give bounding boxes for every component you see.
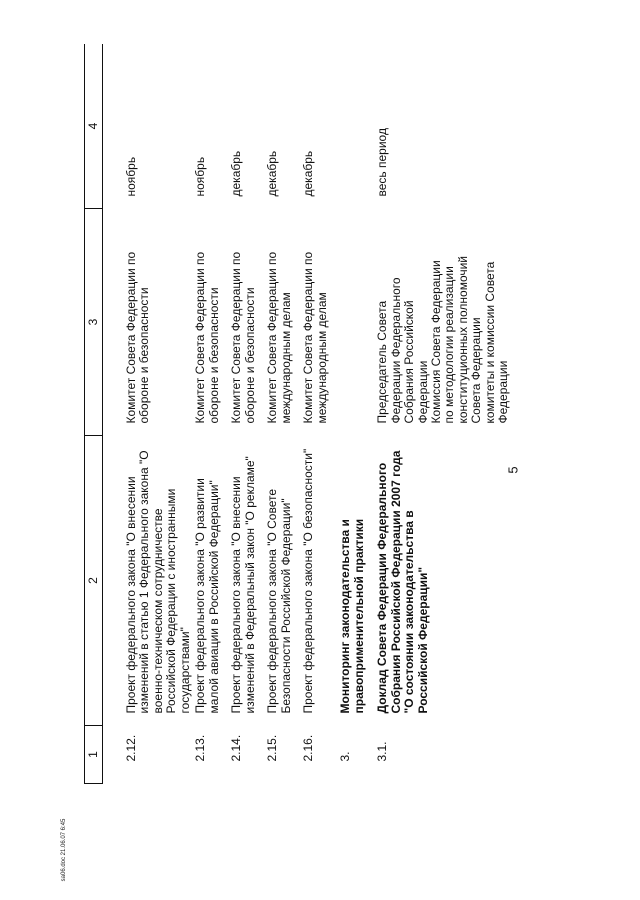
responsible-line: конституционных полномочий <box>455 255 470 424</box>
row-term: декабрь <box>229 150 244 197</box>
column-header-1: 1 <box>85 726 103 784</box>
responsible-line: Председатель Совета <box>375 300 390 424</box>
row-number: 2.12. <box>124 734 138 762</box>
section-row <box>333 44 370 784</box>
row-term: декабрь <box>301 150 316 197</box>
row-term <box>333 44 370 209</box>
responsible-line: Собрания Российской <box>402 300 417 424</box>
responsible-line: Федерации <box>496 360 511 424</box>
column-header-3: 3 <box>85 209 103 436</box>
row-responsible: Комитет Совета Федерации по международным делам <box>301 251 329 424</box>
row-responsible: Комитет Совета Федерации по обороне и безопасности <box>124 251 152 424</box>
column-header-4: 4 <box>85 44 103 209</box>
table-row <box>370 44 511 784</box>
document-sheet <box>84 44 596 784</box>
row-term: ноябрь <box>193 156 208 197</box>
row-title: Проект федерального закона "О Совете Безопасности Российской Федерации" <box>265 488 293 714</box>
row-title: Проект федерального закона "О развитии малой авиации в Российской Федерации" <box>193 478 221 714</box>
row-term: декабрь <box>265 150 280 197</box>
table-row <box>301 44 333 784</box>
row-title: Проект федерального закона "О внесении изменений в Федеральный закон "О рекламе" <box>229 456 257 714</box>
row-number: 2.15. <box>265 734 280 762</box>
table-row <box>229 44 265 784</box>
rotated-page <box>84 44 596 784</box>
table-row <box>103 44 194 784</box>
header-row <box>85 44 103 784</box>
responsible-line: Федерации Федерального <box>388 277 403 424</box>
responsible-line: Совета Федерации <box>469 317 484 424</box>
row-responsible: Комитет Совета Федерации по обороне и безопасности <box>193 251 221 424</box>
section-number: 3. <box>338 751 353 762</box>
row-responsible <box>370 209 511 436</box>
row-responsible: Комитет Совета Федерации по обороне и безопасности <box>229 251 257 424</box>
row-title: Проект федерального закона "О внесении изменений в статью 1 Федерального закона "О военно-техническом сотрудничестве Российской Федерации с иностранными государствами" <box>124 450 192 714</box>
responsible-line: Комиссия Совета Федерации <box>428 260 443 424</box>
row-title: Проект федерального закона "О безопасности" <box>301 448 316 714</box>
row-responsible: Комитет Совета Федерации по международным делам <box>265 251 293 424</box>
table-row <box>265 44 301 784</box>
file-footer: sa06.doc 21.06.07 6:45 <box>61 818 67 882</box>
responsible-line: по методологии реализации <box>442 266 457 424</box>
row-number: 2.16. <box>301 734 316 762</box>
responsible-line: комитеты и комиссии Совета <box>482 261 497 424</box>
plan-table <box>84 44 512 784</box>
row-term: ноябрь <box>124 156 138 197</box>
row-responsible <box>333 209 370 436</box>
page-number: 5 <box>505 466 521 474</box>
section-title: Мониторинг законодательства и правоприменительной практики <box>338 518 366 714</box>
row-term: весь период <box>375 128 390 197</box>
row-number: 3.1. <box>375 741 390 762</box>
row-title: Доклад Совета Федерации Федерального Собрания Российской Федерации 2007 года "О состоянии законодательства в Российской Федерации" <box>375 450 430 714</box>
row-number: 2.14. <box>229 734 244 762</box>
responsible-line: Федерации <box>415 360 430 424</box>
row-number: 2.13. <box>193 734 208 762</box>
column-header-2: 2 <box>85 436 103 726</box>
table-row <box>193 44 229 784</box>
